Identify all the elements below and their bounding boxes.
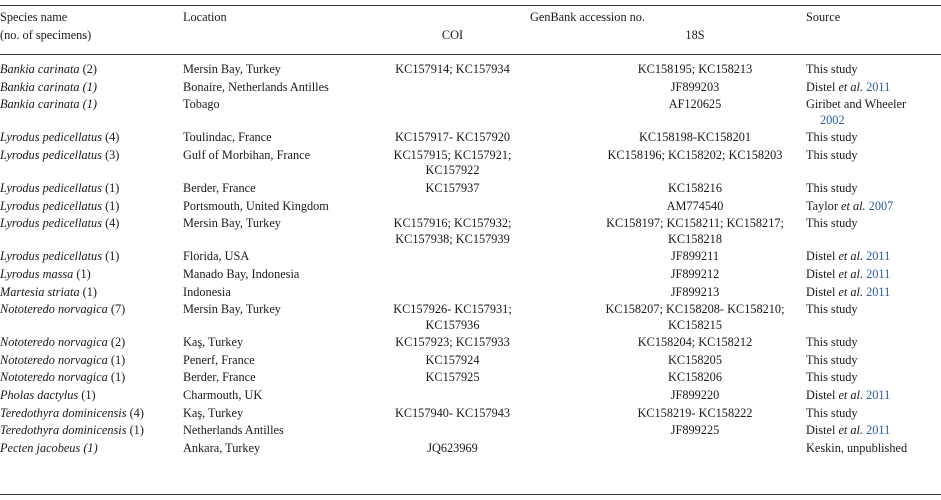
species-name: Lyrodus pedicellatus — [0, 198, 102, 213]
location-cell: Florida, USA — [183, 249, 250, 264]
s18-accession: KC158205 — [668, 352, 722, 367]
species-name: Lyrodus pedicellatus — [0, 249, 102, 264]
species-cell — [0, 302, 125, 317]
s18-accession: KC158204; KC158212 — [637, 335, 753, 350]
location-cell: Toulindac, France — [183, 130, 272, 145]
source-year-link[interactable]: 2011 — [863, 423, 891, 438]
s18-accession: JF899225 — [670, 423, 720, 438]
location-cell: Kaş, Turkey — [183, 335, 244, 350]
species-name: Lyrodus pedicellatus — [0, 147, 102, 162]
species-name: Lyrodus massa — [0, 266, 74, 281]
specimen-count: (7) — [110, 302, 126, 317]
source-cell — [806, 199, 893, 214]
coi-accession: KC157936 — [425, 317, 480, 332]
s18-accession: KC158207; KC158208- KC158210; — [605, 302, 785, 317]
species-name: Teredothyra dominicensis — [0, 423, 127, 438]
coi-accession: KC157917- KC157920 — [394, 130, 511, 145]
species-name: Nototeredo norvagica — [0, 352, 108, 367]
source-cell: Keskin, unpublished — [806, 440, 908, 455]
location-cell: Indonesia — [183, 284, 231, 299]
header-species: Species name — [0, 10, 68, 24]
species-cell — [0, 441, 98, 456]
coi-accession: KC157923; KC157933 — [395, 335, 510, 350]
source-author: Taylor — [806, 198, 841, 213]
source-etal: et al. — [838, 388, 864, 402]
s18-accession: KC158219- KC158222 — [637, 405, 753, 420]
species-cell — [0, 249, 119, 264]
species-name: Bankia carinata — [0, 97, 80, 112]
source-cell — [806, 285, 890, 300]
source-author: Distel — [806, 79, 839, 94]
species-name: Pholas dactylus — [0, 388, 79, 402]
species-name: Lyrodus pedicellatus — [0, 130, 102, 145]
s18-accession: JF899211 — [670, 249, 720, 264]
s18-accession: KC158195; KC158213 — [637, 62, 753, 76]
source-cell — [806, 80, 890, 95]
specimen-count: (1) — [83, 440, 98, 455]
coi-accession: KC157916; KC157932; — [393, 216, 512, 231]
source-cell — [806, 249, 890, 264]
coi-accession: KC157940- KC157943 — [394, 405, 511, 420]
species-name: Bankia carinata — [0, 62, 80, 76]
header-source: Source — [806, 10, 841, 24]
coi-accession: KC157915; KC157921; — [393, 147, 512, 162]
s18-accession: AF120625 — [668, 97, 722, 112]
species-cell — [0, 285, 97, 300]
source-year-link[interactable]: 2007 — [865, 198, 894, 213]
s18-accession: JF899220 — [670, 388, 720, 402]
location-cell: Manado Bay, Indonesia — [183, 266, 300, 281]
specimen-count: (4) — [105, 216, 120, 231]
header-genbank: GenBank accession no. — [529, 10, 646, 24]
species-name: Nototeredo norvagica — [0, 335, 108, 350]
s18-accession: KC158196; KC158202; KC158203 — [607, 147, 783, 162]
specimen-count: (3) — [105, 147, 120, 162]
source-cell: This study — [806, 216, 858, 231]
coi-accession: KC157926- KC157931; — [393, 302, 512, 317]
s18-accession: JF899212 — [670, 266, 720, 281]
species-cell — [0, 370, 125, 385]
source-year-link[interactable]: 2011 — [863, 284, 891, 299]
coi-accession: JQ623969 — [427, 440, 478, 455]
bottom-rule — [0, 494, 941, 495]
specimen-count: (1) — [110, 370, 126, 385]
species-name: Lyrodus pedicellatus — [0, 216, 102, 231]
specimen-count: (1) — [110, 352, 126, 367]
location-cell: Gulf of Morbihan, France — [183, 147, 311, 162]
location-cell: Kaş, Turkey — [183, 405, 244, 420]
species-name: Teredothyra dominicensis — [0, 405, 127, 420]
species-name: Nototeredo norvagica — [0, 302, 108, 317]
species-cell — [0, 181, 119, 196]
source-year-link[interactable]: 2002 — [820, 112, 845, 127]
specimen-count: (4) — [105, 130, 120, 145]
s18-accession: KC158218 — [668, 231, 722, 246]
species-cell — [0, 216, 119, 231]
species-cell — [0, 423, 144, 438]
source-etal: et al. — [838, 79, 864, 94]
location-cell: Portsmouth, United Kingdom — [183, 198, 329, 213]
source-cell: This study — [806, 370, 858, 385]
location-cell: Penerf, France — [183, 352, 255, 367]
source-author: Distel — [806, 388, 839, 402]
top-rule — [0, 5, 941, 6]
specimen-count: (2) — [110, 335, 126, 350]
location-cell: Berder, France — [183, 370, 256, 385]
species-name: Nototeredo norvagica — [0, 370, 108, 385]
location-cell: Bonaire, Netherlands Antilles — [183, 79, 329, 94]
header-specimens: (no. of specimens) — [0, 28, 92, 42]
source-year-link[interactable]: 2011 — [863, 388, 891, 402]
specimen-count: (1) — [105, 249, 120, 264]
location-cell: Ankara, Turkey — [183, 440, 261, 455]
source-author: Distel — [806, 249, 839, 264]
coi-accession: KC157922 — [425, 163, 480, 178]
coi-accession: KC157925 — [425, 370, 480, 385]
specimen-count: (1) — [82, 284, 98, 299]
source-etal: et al. — [838, 249, 864, 264]
coi-accession: KC157924 — [425, 352, 480, 367]
s18-accession: KC158197; KC158211; KC158217; — [606, 216, 784, 231]
specimen-count: (1) — [105, 181, 120, 195]
species-cell — [0, 97, 97, 112]
source-year-link[interactable]: 2011 — [863, 266, 891, 281]
source-cell — [806, 267, 890, 282]
source-cell: This study — [806, 335, 858, 350]
species-cell — [0, 388, 96, 403]
location-cell: Mersin Bay, Turkey — [183, 302, 281, 317]
species-cell — [0, 199, 119, 214]
s18-accession: JF899213 — [670, 284, 720, 299]
location-cell: Mersin Bay, Turkey — [183, 62, 281, 76]
species-cell — [0, 62, 97, 77]
species-cell — [0, 267, 91, 282]
specimen-count: (2) — [82, 62, 97, 76]
source-cell: This study — [806, 181, 858, 195]
s18-accession: KC158215 — [668, 317, 722, 332]
source-year-link[interactable]: 2011 — [863, 249, 891, 264]
specimen-count: (1) — [105, 198, 120, 213]
source-author: Distel — [806, 423, 839, 438]
specimen-count: (1) — [82, 97, 97, 112]
source-etal: et al. — [838, 284, 864, 299]
source-cell: This study — [806, 130, 858, 145]
header-location: Location — [183, 10, 227, 24]
location-cell: Netherlands Antilles — [183, 423, 284, 438]
specimen-count: (1) — [76, 266, 91, 281]
location-cell: Berder, France — [183, 181, 256, 195]
source-cell: This study — [806, 62, 858, 76]
specimen-count: (1) — [82, 79, 97, 94]
species-name: Pecten jacobeus — [0, 440, 81, 455]
source-cell — [806, 423, 890, 438]
location-cell: Mersin Bay, Turkey — [183, 216, 281, 231]
species-cell — [0, 353, 125, 368]
species-name: Lyrodus pedicellatus — [0, 181, 102, 195]
source-author: Distel — [806, 284, 839, 299]
coi-accession: KC157938; KC157939 — [395, 231, 510, 246]
s18-accession: JF899203 — [670, 79, 720, 94]
species-cell — [0, 148, 119, 163]
s18-accession: AM774540 — [666, 198, 724, 213]
source-etal: et al. — [841, 198, 866, 213]
specimen-count: (1) — [81, 388, 96, 402]
s18-accession: KC158206 — [668, 370, 722, 385]
s18-accession: KC158216 — [668, 181, 722, 195]
location-cell: Tobago — [183, 97, 220, 112]
source-etal: et al. — [838, 266, 864, 281]
source-cell: This study — [806, 352, 858, 367]
specimen-count: (4) — [129, 405, 144, 420]
coi-accession: KC157914; KC157934 — [395, 62, 510, 76]
source-cell: This study — [806, 405, 858, 420]
coi-accession: KC157937 — [425, 181, 480, 195]
source-year-link[interactable]: 2011 — [863, 79, 891, 94]
source-cell — [806, 388, 890, 403]
location-cell: Charmouth, UK — [183, 388, 263, 402]
specimen-count: (1) — [129, 423, 144, 438]
source-author: Distel — [806, 266, 839, 281]
species-cell — [0, 406, 144, 421]
header-coi: COI — [441, 28, 464, 42]
species-cell — [0, 130, 119, 145]
source-etal: et al. — [838, 423, 864, 438]
species-cell — [0, 335, 125, 350]
header-rule — [0, 54, 941, 55]
source-cell: This study — [806, 302, 858, 317]
source-cell: This study — [806, 147, 858, 162]
species-name: Martesia striata — [0, 284, 80, 299]
species-name: Bankia carinata — [0, 79, 80, 94]
s18-accession: KC158198-KC158201 — [638, 130, 752, 145]
species-cell — [0, 80, 97, 95]
header-18s: 18S — [685, 28, 705, 42]
source-cell: Giribet and Wheeler — [806, 97, 907, 112]
